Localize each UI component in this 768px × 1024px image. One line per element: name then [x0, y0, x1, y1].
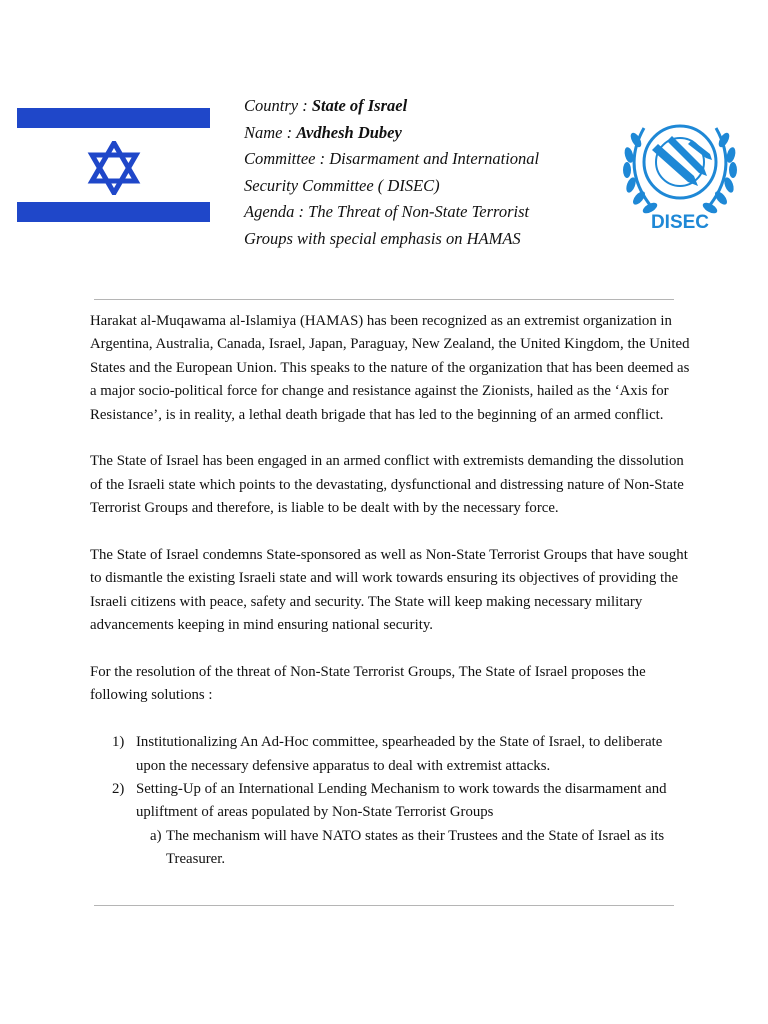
paragraph-condemnation: The State of Israel condemns State-sponsored as well as Non-State Terrorist Groups that have sought to dismantle the existing Israeli state and will work towards ensuring its objectives of providing the Israeli citizens with peace, safety and security. The State will keep making necessary military advancements keeping in mind ensuring national security. — [90, 547, 688, 634]
bottom-divider — [94, 905, 674, 906]
flag-top-stripe — [17, 108, 210, 128]
sub-solutions-list — [136, 825, 690, 872]
paragraph-hamas: Harakat al-Muqawama al-Islamiya (HAMAS) has been recognized as an extremist organization in Argentina, Australia, Canada, Israel, Japan, Paraguay, New Zealand, the United Kingdom, the United States and the European Union. This speaks to the nature of the organization that has been deemed as a major socio-political force for change and resistance against the Zionists, hailed as the ‘Axis for Resistance’, is in reality, a lethal death brigade that has led to the beginning of an armed conflict. — [90, 313, 690, 423]
country-label: Country : — [244, 96, 312, 115]
country-value: State of Israel — [311, 96, 408, 115]
solutions-list — [90, 731, 690, 871]
israel-flag — [17, 106, 210, 224]
position-paper-body — [90, 310, 690, 872]
disec-logo-text: DISEC — [650, 212, 710, 233]
disec-logo — [614, 110, 746, 242]
paragraph-armed-conflict: The State of Israel has been engaged in an armed conflict with extremists demanding the dissolution of the Israeli state which points to the devastating, dysfunctional and distressing nature of Non-State Terrorist Groups and therefore, is liable to be dealt with by the necessary force. — [90, 453, 684, 517]
star-of-david-icon — [87, 141, 141, 195]
list-item — [90, 731, 690, 778]
header-info — [244, 93, 584, 252]
name-label: Name : — [244, 122, 297, 142]
list-item-number: 1) — [112, 734, 125, 751]
sub-list-item-letter: a) — [150, 827, 162, 844]
country-line — [244, 93, 584, 120]
sub-list-item — [90, 825, 690, 872]
agenda-line-1: Agenda : The Threat of Non-State Terrorist — [244, 202, 530, 221]
name-value: Avdhesh Dubey — [296, 122, 402, 142]
name-line — [244, 120, 584, 147]
paragraph-resolution-intro: For the resolution of the threat of Non-State Terrorist Groups, The State of Israel proposes the following solutions : — [90, 664, 646, 704]
top-divider — [94, 299, 674, 300]
list-item-text: Institutionalizing An Ad-Hoc committee, spearheaded by the State of Israel, to deliberate upon the necessary defensive apparatus to deal with extremist attacks. — [136, 734, 663, 774]
flag-bottom-stripe — [17, 202, 210, 222]
list-item — [90, 778, 690, 872]
list-item-number: 2) — [112, 781, 125, 798]
agenda-line-2: Groups with special emphasis on HAMAS — [244, 228, 521, 248]
sub-list-item-text: The mechanism will have NATO states as their Trustees and the State of Israel as its Treasurer. — [166, 827, 665, 868]
committee-line-1: Committee : Disarmament and International — [244, 149, 540, 168]
committee-line-2: Security Committee ( DISEC) — [244, 175, 440, 195]
list-item-text: Setting-Up of an International Lending Mechanism to work towards the disarmament and upliftment of areas populated by Non-State Terrorist Groups — [136, 781, 667, 821]
